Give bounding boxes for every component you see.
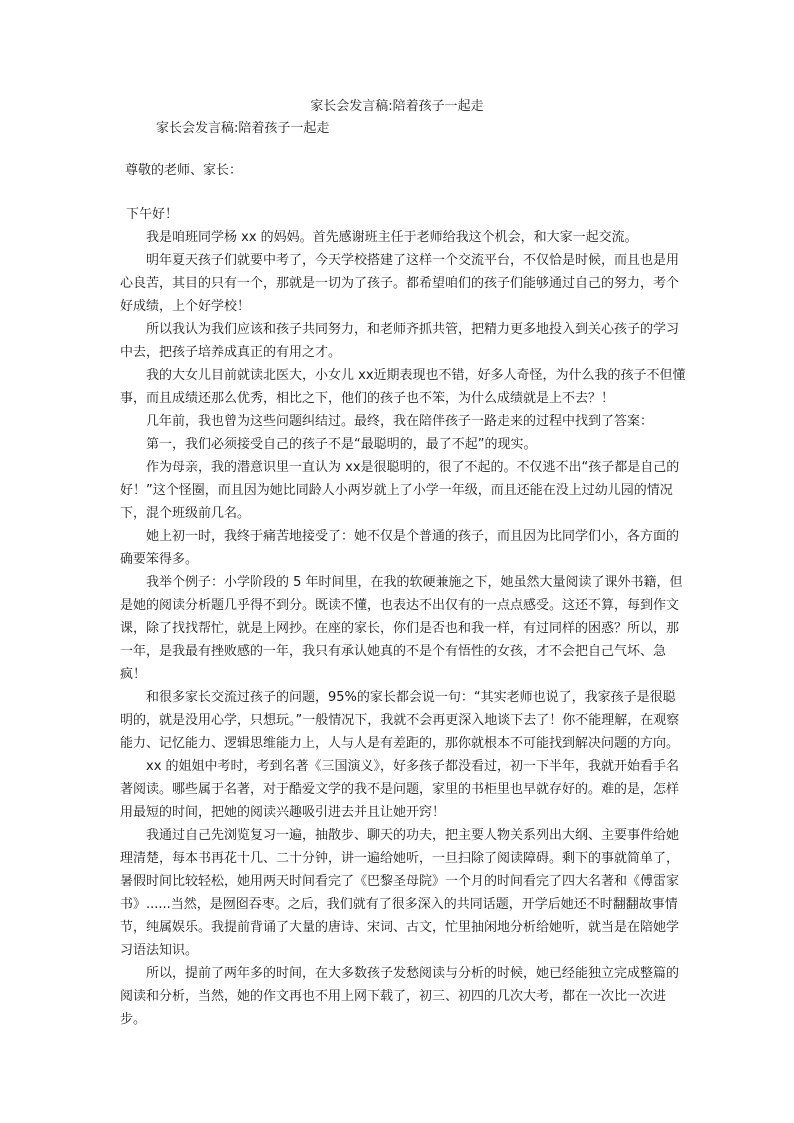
document-subtitle: 家长会发言稿:陪着孩子一起走 (156, 121, 330, 136)
paragraph-greeting: 下午好！ (126, 207, 179, 222)
paragraph: 所以，提前了两年多的时间，在大多数孩子发愁阅读与分析的时候，她已经能独立完成整篇的阅读和分析，当然，她的作文再也不用上网下载了，初三、初四的几次大考，都在一次比一次进步。 (120, 966, 680, 1027)
paragraph: 作为母亲，我的潜意识里一直认为 xx是很聪明的，很了不起的。不仅逃不出“孩子都是自己的好！”这个怪圈，而且因为她比同龄人小两岁就上了小学一年级，而且还能在没上过幼儿园的情况下，混个班级前几名。 (120, 460, 680, 521)
paragraph: xx 的姐姐中考时，考到名著《三国演义》，好多孩子都没看过，初一下半年，我就开始看手名著阅读。哪些属于名著，对于酷爱文学的我不是问题，家里的书柜里也早就存好的。难的是，怎样用最短的时间，把她的阅读兴趣吸引进去并且让她开窍！ (120, 759, 680, 820)
salutation: 尊敬的老师、家长： (125, 163, 243, 178)
paragraph: 我的大女儿目前就读北医大，小女儿 xx近期表现也不错，好多人奇怪，为什么我的孩子不但懂事，而且成绩还那么优秀，相比之下，他们的孩子也不笨，为什么成绩就是上不去？！ (120, 368, 686, 406)
paragraph: 她上初一时，我终于痛苦地接受了：她不仅是个普通的孩子，而且因为比同学们小，各方面的确要笨得多。 (120, 529, 680, 567)
paragraph: 第一，我们必须接受自己的孩子不是“最聪明的，最了不起”的现实。 (146, 437, 537, 452)
paragraph: 我通过自己先浏览复习一遍，抽散步、聊天的功夫，把主要人物关系列出大纲、主要事件给她理清楚，每本书再花十几、二十分钟，讲一遍给她听，一旦扫除了阅读障碍。剩下的事就简单了，暑假时间比较轻松，她用两天时间看完了《巴黎圣母院》一个月的时间看完了四大名著和《傅雷家书》......当然，是囫囵吞枣。之后，我们就有了很多深入的共同话题，开学后她还不时翻翻故事情节，纯属娱乐。我提前背诵了大量的唐诗、宋词、古文，忙里抽闲地分析给她听，就当是在陪她学习语法知识。 (120, 828, 680, 958)
document-title: 家长会发言稿:陪着孩子一起走 (310, 99, 484, 114)
paragraph-intro: 我是咱班同学杨 xx 的妈妈。首先感谢班主任于老师给我这个机会，和大家一起交流。 (146, 230, 638, 245)
speech-body (120, 203, 688, 1031)
paragraph: 明年夏天孩子们就要中考了，今天学校搭建了这样一个交流平台，不仅恰是时候，而且也是用心良苦，其目的只有一个，那就是一切为了孩子。都希望咱们的孩子们能够通过自己的努力，考个好成绩，上个好学校！ (120, 253, 680, 314)
paragraph: 和很多家长交流过孩子的问题，95%的家长都会说一句：“其实老师也说了，我家孩子是很聪明的，就是没用心学，只想玩。”一般情况下，我就不会再更深入地谈下去了！你不能理解，在观察能力、记忆能力、逻辑思维能力上，人与人是有差距的，那你就根本不可能找到解决问题的方向。 (120, 690, 680, 751)
paragraph: 几年前，我也曾为这些问题纠结过。最终，我在陪伴孩子一路走来的过程中找到了答案： (146, 414, 654, 429)
paragraph: 我举个例子：小学阶段的 5 年时间里，在我的软硬兼施之下，她虽然大量阅读了课外书籍，但是她的阅读分析题几乎得不到分。既读不懂，也表达不出仅有的一点点感受。这还不算，每到作文课，除了找找帮忙，就是上网抄。在座的家长，你们是否也和我一样，有过同样的困惑？所以，那一年，是我最有挫败感的一年，我只有承认她真的不是个有悟性的女孩，才不会把自己气坏、急疯！ (120, 575, 683, 682)
paragraph: 所以我认为我们应该和孩子共同努力，和老师齐抓共管，把精力更多地投入到关心孩子的学习中去，把孩子培养成真正的有用之才。 (120, 322, 680, 360)
